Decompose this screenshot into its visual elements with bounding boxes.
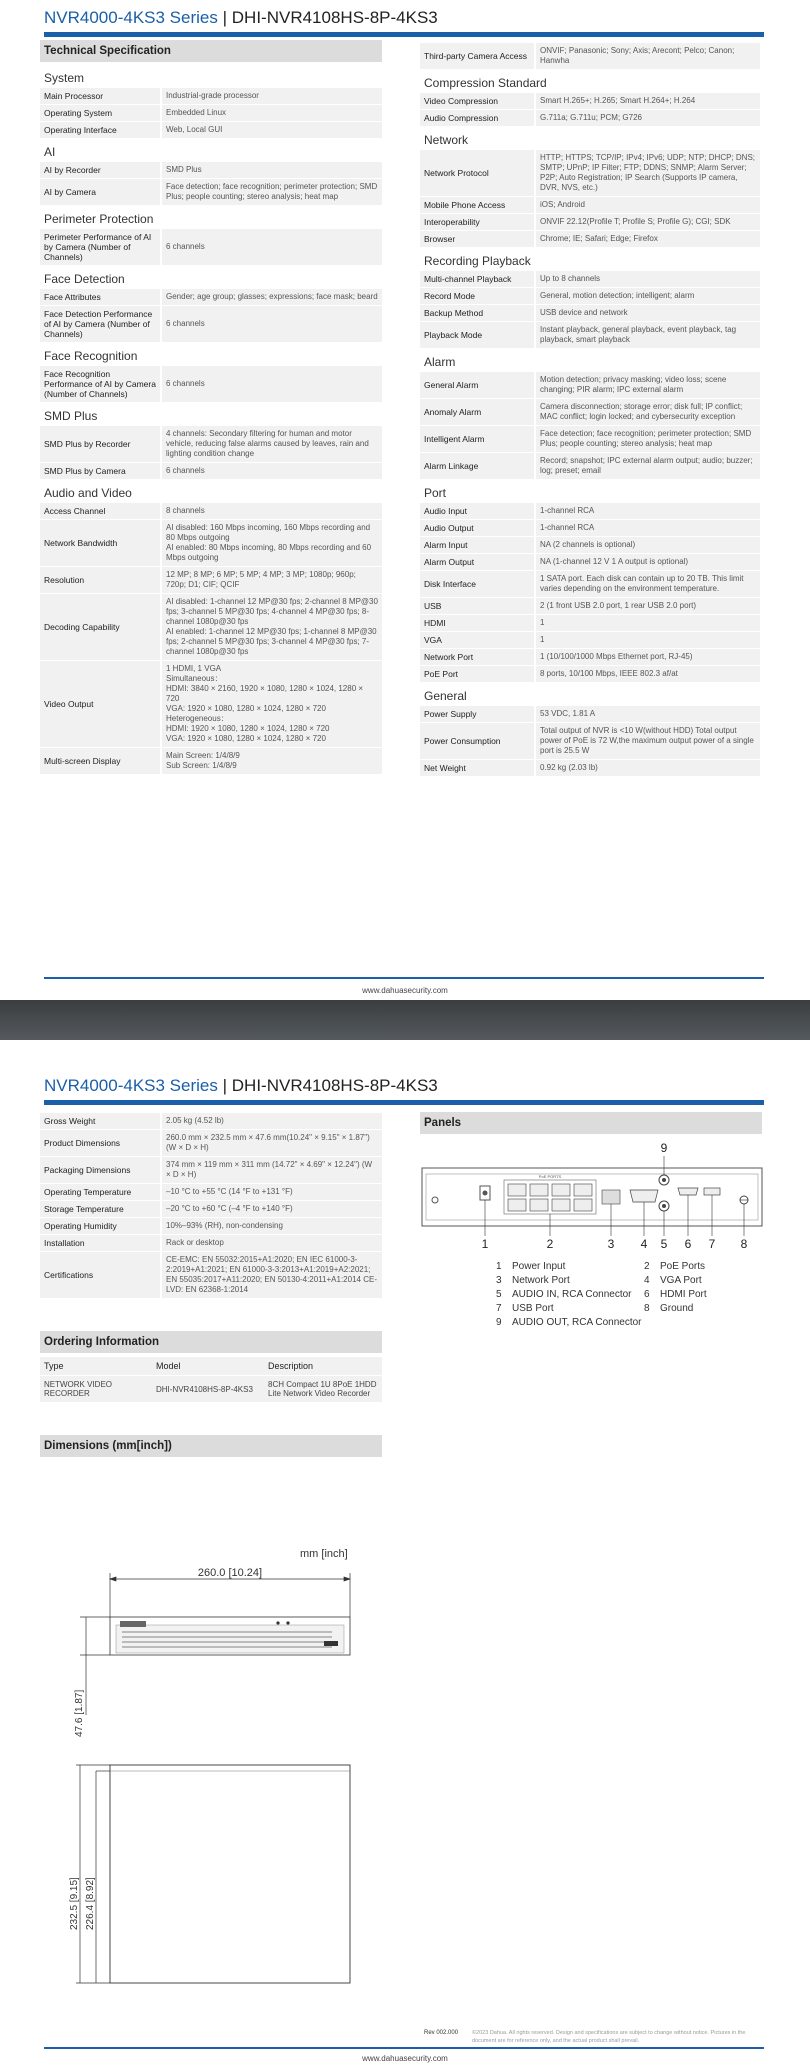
depth-label-outer: 232.5 [9.15] [69,1877,80,1930]
spec-row-operating-interface [40,122,382,138]
dimension-drawing [60,1545,380,2005]
spec-key: Main Processor [40,88,160,104]
legend-item: 4 VGA Port [644,1275,702,1286]
spec-row-main-processor [40,88,382,104]
spec-key: Product Dimensions [40,1130,160,1156]
header-separator: | [222,8,228,27]
series-title-2: NVR4000-4KS3 Series [44,1076,218,1095]
height-label: 47.6 [1.87] [74,1689,85,1737]
spec-key: Operating Temperature [40,1184,160,1200]
footer-url[interactable]: www.dahuasecurity.com [362,986,448,995]
spec-value: Industrial-grade processor [160,88,382,104]
spec-key: VGA [420,632,534,648]
subsection-recording-playback: Recording Playback [424,254,531,268]
spec-row-packaging-dimensions [40,1157,382,1183]
spec-key: Installation [40,1235,160,1251]
spec-value: 4 channels: Secondary filtering for human and motor vehicle, reducing false alarms caused by leaves, rain and lighting condition change [160,426,382,462]
spec-key: Disk Interface [420,571,534,597]
spec-row-playback-mode [420,322,760,348]
spec-table-smd-plus [40,425,382,480]
legend-item: 9 AUDIO OUT, RCA Connector [496,1317,642,1328]
subsection-face-detection: Face Detection [44,272,125,286]
spec-table-audio-and-video [40,502,382,775]
poe-label: PoE PORTS [538,1174,562,1179]
ordering-row [40,1376,382,1402]
spec-key: Certifications [40,1252,160,1298]
spec-value: iOS; Android [534,197,760,213]
spec-row-record-mode [420,288,760,304]
spec-table-network [420,149,760,248]
spec-value: General, motion detection; intelligent; alarm [534,288,760,304]
spec-value: Record; snapshot; IPC external alarm output; audio; buzzer; log; preset; email [534,453,760,479]
subsection-perimeter-protection: Perimeter Protection [44,212,154,226]
spec-key: Face Detection Performance of AI by Camera (Number of Channels) [40,306,160,342]
width-label: 260.0 [10.24] [197,1567,263,1579]
spec-row-network-port [420,649,760,665]
callout-1: 1 [481,1237,489,1251]
spec-row-audio-output [420,520,760,536]
spec-row-product-dimensions [40,1130,382,1156]
spec-value: Total output of NVR is <10 W(without HDD) Total output power of PoE is 72 W,the maximum output power of a single port is 25.5 W [534,723,760,759]
spec-row-anomaly-alarm [420,399,760,425]
ordering-model: DHI-NVR4108HS-8P-4KS3 [152,1376,264,1402]
spec-value: Face detection; face recognition; perimeter protection; SMD Plus; people counting; stereo analysis; heat map [534,426,760,452]
footer-rule-2 [44,2047,764,2049]
spec-row-mobile-phone-access [420,197,760,213]
spec-row-browser [420,231,760,247]
spec-key: Record Mode [420,288,534,304]
spec-key: Audio Compression [420,110,534,126]
spec-key: Perimeter Performance of AI by Camera (Number of Channels) [40,229,160,265]
spec-table-alarm [420,371,760,480]
ordering-col-model: Model [152,1357,264,1375]
spec-key: Audio Input [420,503,534,519]
spec-row-multi-screen-display [40,748,382,774]
spec-row-face-attributes [40,289,382,305]
spec-value: AI disabled: 1-channel 12 MP@30 fps; 2-channel 8 MP@30 fps; 3-channel 5 MP@30 fps; 4-channel 4 MP@30 fps; 8-channel 1080p@30 fps AI enabled: 1-channel 12 MP@30 fps; 1-channel 8 MP@30 fps; 2-channel 5 MP@30 fps; 3-channel 4 MP@30 fps; 7-channel 1080p@30 fps [160,594,382,660]
spec-key: Multi-channel Playback [420,271,534,287]
spec-key: Net Weight [420,760,534,776]
spec-value: 260.0 mm × 232.5 mm × 47.6 mm(10.24" × 9.15" × 1.87") (W × D × H) [160,1130,382,1156]
subsection-ai: AI [44,145,56,159]
spec-key: AI by Camera [40,179,160,205]
spec-key: General Alarm [420,372,534,398]
tech-spec-heading: Technical Specification [40,40,382,62]
spec-key: Network Protocol [420,150,534,196]
spec-row-audio-input [420,503,760,519]
spec-value: 0.92 kg (2.03 lb) [534,760,760,776]
spec-row-face-recognition-performance-of-ai-by-ca [40,366,382,402]
spec-key: Operating Humidity [40,1218,160,1234]
spec-value: 8 channels [160,503,382,519]
spec-table-recording-playback [420,270,760,349]
spec-row-installation [40,1235,382,1251]
ordering-table [40,1356,382,1403]
dimensions-heading: Dimensions (mm[inch]) [40,1435,382,1457]
spec-row-audio-compression [420,110,760,126]
general-spec-table [40,1112,382,1299]
spec-value: NA (2 channels is optional) [534,537,760,553]
panels-heading: Panels [420,1112,762,1134]
spec-row-operating-temperature [40,1184,382,1200]
spec-table-port [420,502,760,683]
spec-value: 53 VDC, 1.81 A [534,706,760,722]
callout-3: 3 [607,1237,615,1251]
panel-legend [496,1261,776,1331]
spec-value: 6 channels [160,306,382,342]
spec-key: Multi-screen Display [40,748,160,774]
subsection-compression-standard: Compression Standard [424,76,547,90]
callout-2: 2 [546,1237,554,1251]
spec-key: Audio Output [420,520,534,536]
spec-key: Alarm Input [420,537,534,553]
page-header [44,8,438,28]
spec-key: Alarm Linkage [420,453,534,479]
spec-key: Power Supply [420,706,534,722]
spec-value: HTTP; HTTPS; TCP/IP; IPv4; IPv6; UDP; NTP; DHCP; DNS; SMTP; UPnP; IP Filter; FTP; DDNS; SNMP; Alarm Server; P2P; Auto Registration; IP Search (Supports IP camera, DVR, NVS, etc.) [534,150,760,196]
spec-row-hdmi [420,615,760,631]
spec-row-backup-method [420,305,760,321]
ordering-heading: Ordering Information [40,1331,382,1353]
spec-table-compression-standard [420,92,760,127]
spec-value: Main Screen: 1/4/8/9 Sub Screen: 1/4/8/9 [160,748,382,774]
ordering-type: NETWORK VIDEO RECORDER [40,1376,152,1402]
spec-row-perimeter-performance-of-ai-by-camera-nu [40,229,382,265]
spec-key: Access Channel [40,503,160,519]
spec-value: 8 ports, 10/100 Mbps, IEEE 802.3 af/at [534,666,760,682]
callout-4: 4 [640,1237,648,1251]
spec-key: Network Port [420,649,534,665]
spec-row-net-weight [420,760,760,776]
spec-value: 10%–93% (RH), non-condensing [160,1218,382,1234]
spec-value: USB device and network [534,305,760,321]
power-input-pin [483,1191,488,1196]
spec-key: Storage Temperature [40,1201,160,1217]
subsection-system: System [44,71,85,85]
spec-row-smd-plus-by-camera [40,463,382,479]
spec-value: ONVIF; Panasonic; Sony; Axis; Arecont; Pelco; Canon; Hanwha [534,43,760,69]
spec-value: NA (1-channel 12 V 1 A output is optional) [534,554,760,570]
spec-value: Rack or desktop [160,1235,382,1251]
right-spec-groups [420,70,760,777]
legend-item: 6 HDMI Port [644,1289,707,1300]
spec-value: Gender; age group; glasses; expressions; face mask; beard [160,289,382,305]
spec-table-system [40,87,382,139]
legend-item: 8 Ground [644,1303,694,1314]
footer-url-2[interactable]: www.dahuasecurity.com [362,2054,448,2063]
chassis-outline [422,1168,762,1226]
spec-key: Alarm Output [420,554,534,570]
spec-row-video-output [40,661,382,747]
spec-row-alarm-linkage [420,453,760,479]
spec-key: SMD Plus by Camera [40,463,160,479]
legend-item: 1 Power Input [496,1261,566,1272]
spec-key: HDMI [420,615,534,631]
spec-key: Mobile Phone Access [420,197,534,213]
width-dimension-line [110,1573,350,1617]
spec-value: 1 [534,632,760,648]
spec-value: 6 channels [160,229,382,265]
spec-row-smd-plus-by-recorder [40,426,382,462]
model-title: DHI-NVR4108HS-8P-4KS3 [231,8,438,27]
subsection-alarm: Alarm [424,355,456,369]
callout-7: 7 [708,1237,716,1251]
spec-value: 6 channels [160,366,382,402]
spec-value: 2.05 kg (4.52 lb) [160,1113,382,1129]
spec-row-alarm-input [420,537,760,553]
front-logo-mark [120,1621,146,1627]
spec-value: Motion detection; privacy masking; video loss; scene changing; PIR alarm; IPC external alarm [534,372,760,398]
spec-value: Face detection; face recognition; perimeter protection; SMD Plus; people counting; stereo analysis; heat map [160,179,382,205]
spec-row-alarm-output [420,554,760,570]
unit-label: mm [inch] [300,1548,348,1560]
legend-item: 7 USB Port [496,1303,554,1314]
spec-table-ai [40,161,382,206]
spec-value: Embedded Linux [160,105,382,121]
spec-row-ai-by-recorder [40,162,382,178]
spec-row-gross-weight [40,1113,382,1129]
spec-value: 1-channel RCA [534,520,760,536]
spec-value: Chrome; IE; Safari; Edge; Firefox [534,231,760,247]
spec-key: Third-party Camera Access [420,43,534,69]
spec-key: Interoperability [420,214,534,230]
subsection-network: Network [424,133,469,147]
revision-label: Rev 002.000 [424,2030,459,2036]
datasheet-page-1 [0,0,810,1000]
spec-key: Browser [420,231,534,247]
spec-key: USB [420,598,534,614]
left-spec-groups [40,65,382,775]
callout-6: 6 [684,1237,692,1251]
spec-key: Packaging Dimensions [40,1157,160,1183]
spec-row-operating-humidity [40,1218,382,1234]
spec-row-usb [420,598,760,614]
spec-row-power-consumption [420,723,760,759]
spec-table-face-detection [40,288,382,343]
spec-value: Up to 8 channels [534,271,760,287]
legend-item: 3 Network Port [496,1275,570,1286]
spec-key: Backup Method [420,305,534,321]
ordering-description: 8CH Compact 1U 8PoE 1HDD Lite Network Video Recorder [264,1376,382,1402]
spec-row-video-compression [420,93,760,109]
series-title: NVR4000-4KS3 Series [44,8,218,27]
spec-row-operating-system [40,105,382,121]
usb-port-icon [704,1188,720,1195]
spec-key: Face Attributes [40,289,160,305]
spec-row-disk-interface [420,571,760,597]
spec-table-face-recognition [40,365,382,403]
spec-value: ONVIF 22.12(Profile T; Profile S; Profile G); CGI; SDK [534,214,760,230]
header-rule [44,32,764,37]
spec-key: Operating Interface [40,122,160,138]
network-port-icon [602,1190,620,1204]
callout-8: 8 [740,1237,748,1251]
spec-row-resolution [40,567,382,593]
spec-row-face-detection-performance-of-ai-by-came [40,306,382,342]
page-header-2 [44,1076,438,1096]
spec-value: SMD Plus [160,162,382,178]
spec-value: 374 mm × 119 mm × 311 mm (14.72" × 4.69" × 12.24") (W × D × H) [160,1157,382,1183]
spec-value: Web, Local GUI [160,122,382,138]
header-rule-2 [44,1100,764,1105]
spec-value: 12 MP; 8 MP; 6 MP; 5 MP; 4 MP; 3 MP; 1080p; 960p; 720p; D1; CIF; QCIF [160,567,382,593]
spec-key: Video Output [40,661,160,747]
datasheet-page-2 [0,1040,810,2070]
callout-9: 9 [660,1141,668,1155]
spec-row-vga [420,632,760,648]
copyright-text: ©2023 Dahua. All rights reserved. Design and specifications are subject to change without notice. Pictures in the document are for reference only, and the actual product shall prevail. [472,2030,746,2044]
spec-row-interoperability [420,214,760,230]
spec-key: PoE Port [420,666,534,682]
spec-value: 1-channel RCA [534,503,760,519]
spec-value: 1 (10/100/1000 Mbps Ethernet port, RJ-45) [534,649,760,665]
legend-item: 2 PoE Ports [644,1261,706,1272]
depth-label-inner: 226.4 [8.92] [85,1877,96,1930]
front-usb-icon [324,1641,338,1646]
spec-table-perimeter-protection [40,228,382,266]
general-spec-column [40,1112,382,1460]
header-separator-2: | [222,1076,228,1095]
spec-value: Instant playback, general playback, event playback, tag playback, smart playback [534,322,760,348]
spec-row-network-bandwidth [40,520,382,566]
footer-rule [44,977,764,979]
subsection-audio-and-video: Audio and Video [44,486,132,500]
spec-key: Gross Weight [40,1113,160,1129]
spec-row-network-protocol [420,150,760,196]
spec-row-decoding-capability [40,594,382,660]
spec-value: 1 SATA port. Each disk can contain up to 20 TB. This limit varies depending on the environment temperature. [534,571,760,597]
legend-item: 5 AUDIO IN, RCA Connector [496,1289,632,1300]
spec-row-ai-by-camera [40,179,382,205]
spec-key: Power Consumption [420,723,534,759]
spec-left-column [40,40,382,775]
spec-row-certifications [40,1252,382,1298]
spec-row-storage-temperature [40,1201,382,1217]
spec-key: AI by Recorder [40,162,160,178]
spec-row-power-supply [420,706,760,722]
spec-value: AI disabled: 160 Mbps incoming, 160 Mbps recording and 80 Mbps outgoing AI enabled: 80 Mbps incoming, 80 Mbps recording and 60 Mbps outgoing [160,520,382,566]
spec-key: Face Recognition Performance of AI by Camera (Number of Channels) [40,366,160,402]
subsection-general: General [424,689,467,703]
ordering-col-description: Description [264,1357,382,1375]
vga-port-icon [630,1190,658,1202]
spec-value: G.711a; G.711u; PCM; G726 [534,110,760,126]
spec-key: Resolution [40,567,160,593]
spec-key: Intelligent Alarm [420,426,534,452]
page-gap [0,1000,810,1040]
spec-key: Network Bandwidth [40,520,160,566]
spec-value: CE-EMC: EN 55032:2015+A1:2020; EN IEC 61000-3-2:2019+A1:2021; EN 61000-3-3:2013+A1:2019+A2:2021; EN 55035:2017+A11:2020; EN 50130-4:2011+A1:2014 CE-LVD: EN 62368-1:2014 [160,1252,382,1298]
subsection-smd-plus: SMD Plus [44,409,98,423]
spec-value: 2 (1 front USB 2.0 port, 1 rear USB 2.0 port) [534,598,760,614]
ordering-header-row [40,1357,382,1375]
top-view [110,1765,350,1983]
spec-table-general [420,705,760,777]
third-party-table [420,42,760,70]
depth-dimension-lines [76,1765,110,1983]
spec-key: Playback Mode [420,322,534,348]
spec-key: Anomaly Alarm [420,399,534,425]
ordering-col-type: Type [40,1357,152,1375]
spec-value: 6 channels [160,463,382,479]
spec-value: Camera disconnection; storage error; disk full; IP conflict; MAC conflict; login locked; and cybersecurity exception [534,399,760,425]
callout-5: 5 [660,1237,668,1251]
spec-row-poe-port [420,666,760,682]
spec-right-column [420,42,760,777]
hdmi-port-icon [678,1188,698,1195]
spec-key: Operating System [40,105,160,121]
subsection-port: Port [424,486,447,500]
panels-column [420,1112,762,1137]
spec-value: 1 [534,615,760,631]
spec-row-multi-channel-playback [420,271,760,287]
spec-row-general-alarm [420,372,760,398]
model-title-2: DHI-NVR4108HS-8P-4KS3 [231,1076,438,1095]
spec-row-third-party-camera-access [420,43,760,69]
spec-row-access-channel [40,503,382,519]
spec-key: Decoding Capability [40,594,160,660]
spec-value: –10 °C to +55 °C (14 °F to +131 °F) [160,1184,382,1200]
spec-key: Video Compression [420,93,534,109]
subsection-face-recognition: Face Recognition [44,349,138,363]
spec-value: –20 °C to +60 °C (–4 °F to +140 °F) [160,1201,382,1217]
spec-value: Smart H.265+; H.265; Smart H.264+; H.264 [534,93,760,109]
spec-value: 1 HDMI, 1 VGA Simultaneous： HDMI: 3840 × 2160, 1920 × 1080, 1280 × 1024, 1280 × 720 VGA: 1920 × 1080, 1280 × 1024, 1280 × 720 Heterogeneous： HDMI: 1920 × 1080, 1280 × 1024, 1280 × 720 VGA: 1920 × 1080, 1280 × 1024, 1280 × 720 [160,661,382,747]
spec-row-intelligent-alarm [420,426,760,452]
spec-key: SMD Plus by Recorder [40,426,160,462]
